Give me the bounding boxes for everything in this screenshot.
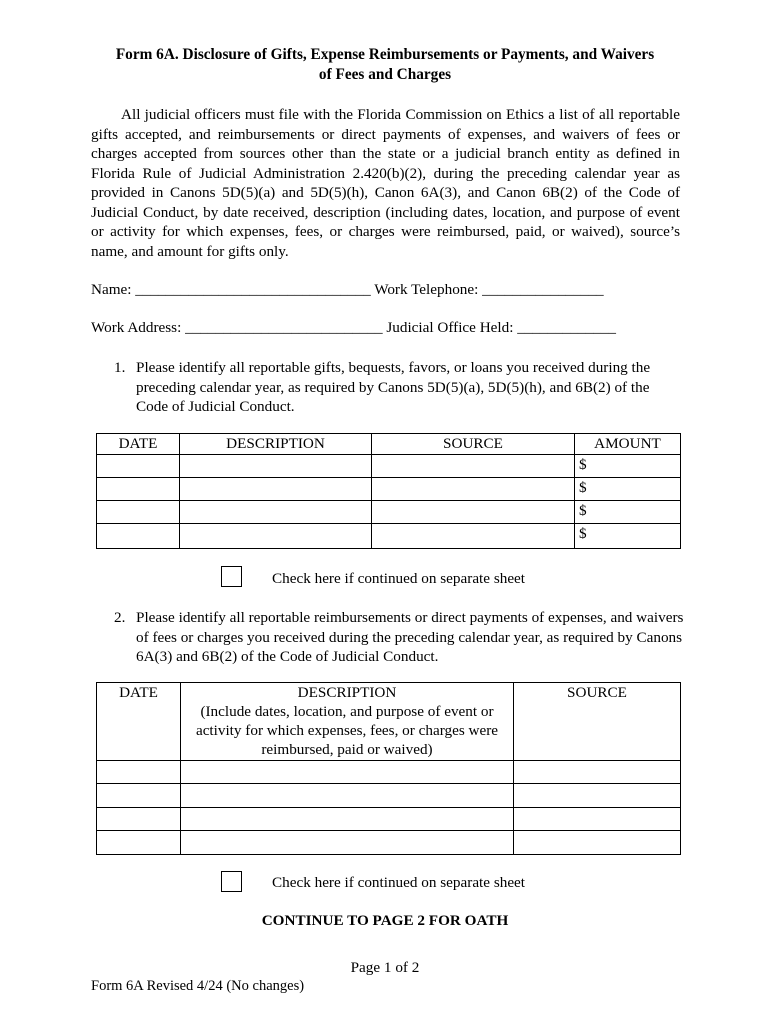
page-number: Page 1 of 2 xyxy=(350,959,420,976)
cell-description[interactable] xyxy=(180,501,372,524)
table-row xyxy=(97,831,681,855)
header-date: DATE xyxy=(97,434,180,455)
cell-amount[interactable]: $ xyxy=(575,478,681,501)
cell-description[interactable] xyxy=(180,478,372,501)
cell-description[interactable] xyxy=(180,524,372,549)
cell-amount[interactable]: $ xyxy=(575,455,681,478)
table-row xyxy=(97,501,681,524)
question-2 xyxy=(114,608,684,667)
question-2-number: 2. xyxy=(114,609,126,626)
continued-checkbox-1[interactable] xyxy=(221,566,242,587)
table-row xyxy=(97,455,681,478)
table-row xyxy=(97,524,681,549)
table-row xyxy=(97,761,681,784)
cell-date[interactable] xyxy=(97,831,181,855)
cell-source[interactable] xyxy=(372,501,575,524)
question-1 xyxy=(114,358,684,417)
continued-checkbox-1-label: Check here if continued on separate sheet xyxy=(272,570,526,587)
cell-date[interactable] xyxy=(97,478,180,501)
address-office-line[interactable]: Work Address: __________________________ Judicial Office Held: _____________ xyxy=(91,319,616,336)
reimbursements-table xyxy=(96,682,681,855)
cell-date[interactable] xyxy=(97,784,181,808)
cell-source[interactable] xyxy=(514,831,681,855)
cell-source[interactable] xyxy=(514,761,681,784)
header-description-subtext: (Include dates, location, and purpose of event or activity for which expenses, fees, or charges were reimbursed, paid or waived) xyxy=(195,703,499,758)
cell-description[interactable] xyxy=(181,831,514,855)
cell-description[interactable] xyxy=(181,761,514,784)
cell-source[interactable] xyxy=(372,455,575,478)
table-row xyxy=(97,808,681,831)
header-amount: AMOUNT xyxy=(575,434,681,455)
table-row xyxy=(97,478,681,501)
question-2-text: Please identify all reportable reimbursements or direct payments of expenses, and waivers of fees or charges you received during the preceding calendar year, as required by Canons 6A(3) and 6B(2) of the Code of Judicial Conduct. xyxy=(136,609,684,665)
cell-source[interactable] xyxy=(372,524,575,549)
cell-amount[interactable]: $ xyxy=(575,501,681,524)
header-date: DATE xyxy=(97,683,181,761)
intro-paragraph: All judicial officers must file with the Florida Commission on Ethics a list of all reportable gifts accepted, and reimbursements or direct payments of expenses, and waivers of fees or charges accepted from sources other than the state or a judicial branch entity as defined in Florida Rule of Judicial Administration 2.420(b)(2), during the preceding calendar year as provided in Canons 5D(5)(a) and 5D(5)(h), Canon 6A(3), and Canon 6B(2) of the Code of Judicial Conduct, by date received, description (including dates, location, and purpose of event or activity for which expenses, fees, or charges were reimbursed, paid, or waived), source’s name, and amount for gifts only. xyxy=(91,106,680,260)
name-telephone-line[interactable]: Name: _______________________________ Work Telephone: ________________ xyxy=(91,281,604,298)
gifts-table xyxy=(96,433,681,549)
header-description: DESCRIPTION xyxy=(180,434,372,455)
cell-date[interactable] xyxy=(97,808,181,831)
cell-amount[interactable]: $ xyxy=(575,524,681,549)
continued-checkbox-2-label: Check here if continued on separate sheet xyxy=(272,874,526,891)
continue-notice: CONTINUE TO PAGE 2 FOR OATH xyxy=(261,912,509,929)
gifts-table-header xyxy=(97,434,681,455)
cell-date[interactable] xyxy=(97,501,180,524)
header-description xyxy=(181,683,514,761)
cell-date[interactable] xyxy=(97,761,181,784)
continued-checkbox-2[interactable] xyxy=(221,871,242,892)
form-title-line1: Form 6A. Disclosure of Gifts, Expense Reimbursements or Payments, and Waivers xyxy=(115,46,655,63)
table-row xyxy=(97,784,681,808)
cell-description[interactable] xyxy=(180,455,372,478)
header-source: SOURCE xyxy=(372,434,575,455)
question-1-text: Please identify all reportable gifts, bequests, favors, or loans you received during the preceding calendar year, as required by Canons 5D(5)(a), 5D(5)(h), and 6B(2) of the Code of Judicial Conduct. xyxy=(136,359,651,415)
cell-source[interactable] xyxy=(372,478,575,501)
header-description-title: DESCRIPTION xyxy=(297,684,397,701)
cell-date[interactable] xyxy=(97,455,180,478)
header-source: SOURCE xyxy=(514,683,681,761)
cell-description[interactable] xyxy=(181,784,514,808)
reimbursements-table-header xyxy=(97,683,681,761)
cell-source[interactable] xyxy=(514,808,681,831)
form-title-line2: of Fees and Charges xyxy=(318,66,452,83)
form-revision-footer: Form 6A Revised 4/24 (No changes) xyxy=(91,978,305,994)
cell-source[interactable] xyxy=(514,784,681,808)
cell-description[interactable] xyxy=(181,808,514,831)
question-1-number: 1. xyxy=(114,359,126,376)
cell-date[interactable] xyxy=(97,524,180,549)
form-title xyxy=(80,45,690,85)
